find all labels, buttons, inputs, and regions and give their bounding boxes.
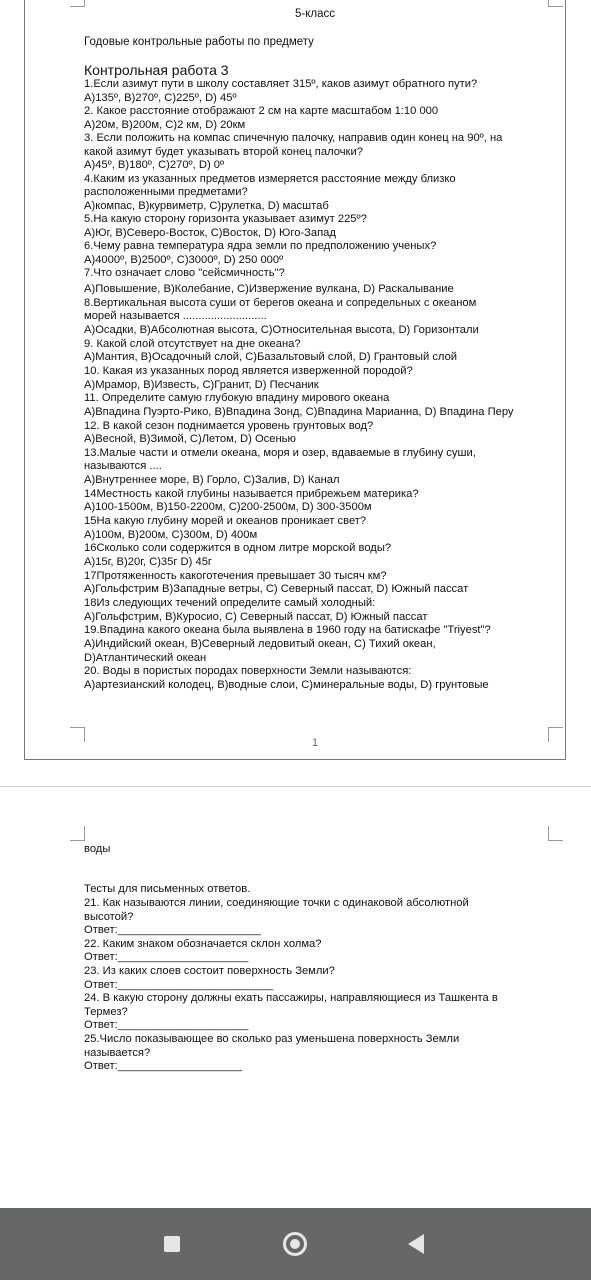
text-line: 13.Малые части и отмели океана, моря и озер, вдаваемые в глубину суши,	[84, 446, 476, 459]
text-line: 12. В какой сезон поднимается уровень грунтовых вод?	[84, 419, 374, 432]
text-line: А)4000º, В)2500º, С)3000º, D) 250 000º	[84, 253, 284, 266]
text-line: 10. Какая из указанных пород является изверженной породой?	[84, 364, 413, 377]
text-line: 18Из следующих течений определите самый холодный:	[84, 596, 376, 609]
text-line: 16Сколько соли содержится в одном литре морской воды?	[84, 542, 392, 555]
text-line: А)Весной, В)Зимой, С)Летом, D) Осенью	[84, 433, 296, 446]
corner-mark	[548, 0, 563, 7]
text-line: А)Осадки, В)Абсолютная высота, С)Относительная высота, D) Горизонтали	[84, 323, 479, 336]
corner-mark	[70, 727, 85, 742]
text-line: 7.Что означает слово "сейсмичность"?	[84, 267, 285, 279]
text-line: Ответ:____________________	[84, 1060, 243, 1073]
text-line: называются ....	[84, 460, 162, 473]
text-line: 19.Впадина какого океана была выявлена в 1960 году на батискафе "Triyest"?	[84, 624, 491, 637]
text-line: А)45º, В)180º, С)270º, D) 0º	[84, 159, 225, 171]
text-line: какой азимут будет указывать второй конец палочки?	[84, 145, 363, 158]
text-line: А)Гольфстрим В)Западные ветры, С) Северный пассат, D) Южный пассат	[84, 583, 469, 596]
text-line: 8.Вертикальная высота суши от берегов океана и сопредельных с океаном	[84, 296, 477, 309]
text-line: 5.На какую сторону горизонта указывает азимут 225º?	[84, 213, 367, 225]
text-line: А)артезианский колодец, В)водные слои, С)минеральные воды, D) грунтовые	[84, 678, 489, 691]
text-line: А)Впадина Пуэрто-Рико, В)Впадина Зонд, С)Впадина Марианна, D) Впадина Перу	[84, 405, 514, 418]
text-line: 23. Из каких слоев состоит поверхность Земли?	[84, 965, 335, 977]
text-line: D)Атлантический океан	[84, 651, 207, 664]
circle-icon	[283, 1232, 307, 1256]
document-title: Контрольная работа 3	[84, 62, 229, 78]
text-line: Ответ:_____________________	[84, 951, 249, 964]
triangle-icon	[408, 1234, 424, 1254]
text-line: А)компас, В)курвиметр, С)рулетка, D) масштаб	[84, 199, 329, 212]
document-header: Годовые контрольные работы по предмету	[84, 36, 314, 48]
continued-text: воды	[84, 843, 111, 855]
text-line: Ответ:_____________________	[84, 1019, 249, 1032]
corner-mark	[548, 727, 563, 742]
text-line: Ответ:_________________________	[84, 978, 274, 991]
recent-apps-button[interactable]	[132, 1208, 212, 1280]
text-line: 3. Если положить на компас спичечную палочку, направив один конец на 90º, на	[84, 132, 503, 144]
text-line: 11. Определите самую глубокую впадину мирового океана	[84, 392, 390, 405]
corner-mark	[548, 826, 563, 841]
text-line: А)100м, В)200м, С)300м, D) 400м	[84, 528, 258, 541]
text-line: 20. Воды в пористых породах поверхности Земли называются:	[84, 665, 412, 678]
text-line: А)Мрамор, В)Известь, С)Гранит, D) Песчаник	[84, 378, 319, 391]
section-title: Тесты для письменных ответов.	[84, 883, 251, 895]
text-line: А)15г, В)20г, С)35г D) 45г	[84, 556, 212, 568]
text-line: 6.Чему равна температура ядра земли по предположению ученых?	[84, 240, 437, 252]
text-line: 14Местность какой глубины называется прибрежьем материка?	[84, 487, 419, 500]
text-line: 21. Как называются линии, соединяющие точки с одинаковой абсолютной	[84, 897, 469, 909]
text-line: А)20м, В)200м, С)2 км, D) 20км	[84, 118, 246, 131]
text-line: А)Мантия, В)Осадочный слой, С)Базальтовый слой, D) Грантовый слой	[84, 351, 458, 364]
page-number: 1	[312, 737, 319, 749]
android-nav-bar	[0, 1208, 591, 1280]
text-line: высотой?	[84, 910, 134, 923]
corner-mark	[70, 0, 85, 7]
text-line: 15На какую глубину морей и океанов проникает свет?	[84, 515, 367, 528]
text-line: 2. Какое расстояние отображают 2 см на карте масштабом 1:10 000	[84, 105, 439, 117]
text-line: Ответ:_______________________	[84, 924, 261, 937]
back-button[interactable]	[376, 1208, 456, 1280]
text-line: расположенными предметами?	[84, 186, 248, 198]
text-line: А)Внутреннее море, В) Горло, С)Залив, D) Канал	[84, 474, 340, 487]
text-line: 1.Если азимут пути в школу составляет 315º, каков азимут обратного пути?	[84, 78, 478, 90]
text-line: А)100-1500м, В)150-2200м, С)200-2500м, D) 300-3500м	[84, 501, 372, 514]
home-button[interactable]	[255, 1208, 335, 1280]
grade-label: 5-класс	[295, 8, 335, 20]
text-line: А)Индийский океан, В)Северный ледовитый океан, С) Тихий океан,	[84, 637, 436, 650]
text-line: А)Юг, В)Северо-Восток, С)Восток, D) Юго-Запад	[84, 226, 336, 239]
text-line: 9. Какой слой отсутствует на дне океана?	[84, 337, 301, 350]
text-line: А)135º, В)270º, С)225º, D) 45º	[84, 91, 237, 104]
text-line: 4.Каким из указанных предметов измеряется расстояние между близко	[84, 172, 456, 185]
text-line: 24. В какую сторону должны ехать пассажиры, направляющиеся из Ташкента в	[84, 992, 498, 1005]
text-line: 25.Число показывающее во сколько раз уменьшена поверхность Земли	[84, 1033, 460, 1045]
text-line: называется?	[84, 1046, 151, 1059]
text-line: Термез?	[84, 1005, 128, 1018]
text-line: 22. Каким знаком обозначается склон холма?	[84, 937, 322, 950]
text-line: морей называется ...........................	[84, 310, 267, 323]
text-line: А)Повышение, В)Колебание, С)Извержение вулкана, D) Раскалывание	[84, 283, 454, 295]
page-separator	[0, 786, 591, 787]
text-line: 17Протяженность какоготечения превышает 30 тысяч км?	[84, 569, 387, 582]
text-line: А)Гольфстрим, В)Куросио, С) Северный пассат, D) Южный пассат	[84, 610, 428, 623]
square-icon	[164, 1236, 180, 1252]
corner-mark	[70, 826, 85, 841]
